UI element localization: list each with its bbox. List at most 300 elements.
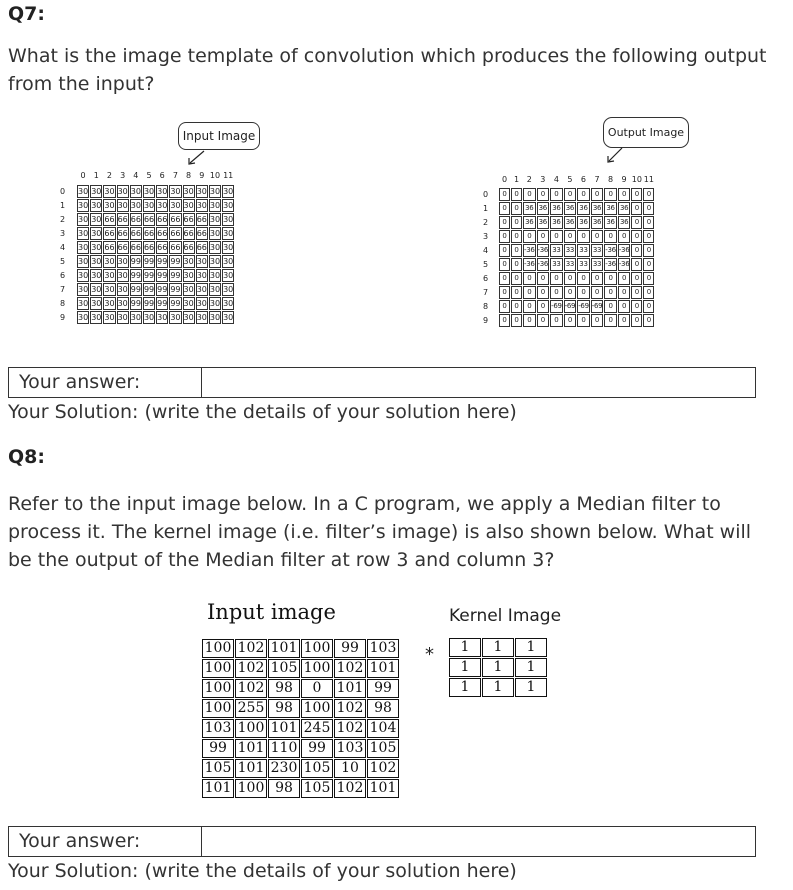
input-grid-cell: 66	[170, 229, 181, 238]
input-grid-cell: 30	[209, 187, 221, 196]
input-grid-cell: 99	[170, 299, 181, 308]
input-grid-cell: 30	[209, 243, 221, 252]
input-grid-cell: 66	[143, 229, 155, 238]
input-grid-cell: 30	[223, 299, 234, 308]
input-grid-cell: 30	[170, 187, 181, 196]
output-grid-cell: 0	[499, 216, 510, 229]
output-grid-cell: 0	[591, 272, 604, 285]
output-grid-cell: 0	[591, 230, 604, 243]
output-grid-cell: 36	[591, 216, 604, 229]
input-grid-cell: 30	[223, 243, 234, 252]
column-index: 8	[608, 175, 614, 184]
output-grid-cell: 0	[643, 244, 654, 257]
grid-row	[77, 241, 234, 254]
q8-input-cell: 102	[334, 779, 366, 798]
output-grid-cell: 36	[550, 202, 563, 215]
output-grid-cell: 33	[577, 244, 590, 257]
row-index: 4	[60, 243, 66, 252]
q7-answer-label: Your answer:	[19, 371, 141, 393]
output-grid-cell: -36	[618, 258, 631, 271]
input-grid-cell: 30	[104, 313, 115, 322]
column-index: 7	[172, 171, 178, 180]
q8-input-cell: 103	[367, 639, 399, 658]
input-grid-cell: 99	[157, 285, 168, 294]
q8-input-cell: 102	[235, 639, 267, 658]
output-grid-cell: 36	[577, 202, 590, 215]
column-index: 10	[631, 175, 642, 184]
output-grid-cell: 0	[577, 286, 590, 299]
output-grid-cell: 33	[550, 244, 563, 257]
grid-row	[202, 639, 399, 658]
input-grid-cell: 30	[157, 313, 168, 322]
output-grid-cell: 0	[523, 286, 536, 299]
output-grid-cell: 0	[511, 230, 522, 243]
grid-row	[202, 739, 399, 758]
q8-kernel-cell: 1	[449, 678, 481, 697]
q8-input-cell: 100	[202, 639, 234, 658]
input-callout-arrow	[186, 148, 212, 168]
input-grid-cell: 30	[143, 187, 155, 196]
q8-input-cell: 100	[202, 659, 234, 678]
q8-input-cell: 98	[268, 679, 300, 698]
output-grid-cell: 0	[564, 272, 577, 285]
output-grid-cell: 0	[631, 272, 642, 285]
row-index: 7	[483, 288, 489, 297]
input-grid-cell: 99	[130, 271, 141, 280]
output-grid-cell: 0	[499, 258, 510, 271]
column-index: 0	[80, 171, 86, 180]
output-grid-cell: 33	[550, 258, 563, 271]
grid-row	[77, 199, 234, 212]
output-grid-cell: 33	[564, 258, 577, 271]
input-grid-cell: 66	[143, 243, 155, 252]
output-grid-cell: 0	[550, 272, 563, 285]
column-index: 3	[120, 171, 126, 180]
input-grid-cell: 30	[223, 313, 234, 322]
q8-input-image-grid	[201, 638, 400, 799]
grid-row	[449, 658, 547, 677]
q8-input-cell: 100	[235, 719, 267, 738]
q8-input-cell: 99	[367, 679, 399, 698]
output-image-grid	[498, 187, 655, 328]
output-grid-cell: 0	[604, 300, 617, 313]
q8-input-cell: 245	[301, 719, 333, 738]
grid-row	[77, 283, 234, 296]
output-grid-cell: 0	[577, 314, 590, 327]
input-grid-cell: 30	[78, 299, 89, 308]
q8-answer-input[interactable]	[202, 827, 755, 856]
input-grid-cell: 30	[104, 285, 115, 294]
output-grid-cell: 36	[523, 202, 536, 215]
q8-input-cell: 99	[301, 739, 333, 758]
output-grid-cell: 0	[537, 272, 550, 285]
q8-input-cell: 100	[202, 679, 234, 698]
q8-kernel-cell: 1	[515, 638, 547, 657]
input-grid-cell: 30	[130, 313, 141, 322]
output-grid-cell: 0	[604, 188, 617, 201]
q8-input-cell: 110	[268, 739, 300, 758]
column-index: 6	[580, 175, 586, 184]
q7-answer-input[interactable]	[202, 368, 755, 397]
input-grid-cell: 30	[223, 257, 234, 266]
q8-kernel-image-grid	[448, 637, 548, 698]
row-index: 9	[60, 313, 66, 322]
output-grid-cell: 36	[577, 216, 590, 229]
grid-row	[77, 213, 234, 226]
q8-kernel-cell: 1	[449, 638, 481, 657]
q8-input-cell: 100	[235, 779, 267, 798]
output-grid-cell: 0	[643, 314, 654, 327]
output-grid-cell: 36	[618, 216, 631, 229]
grid-row	[499, 244, 654, 257]
grid-row	[499, 230, 654, 243]
output-grid-cell: 0	[618, 188, 631, 201]
output-grid-cell: 0	[643, 258, 654, 271]
output-grid-cell: 0	[537, 230, 550, 243]
output-grid-cell: 0	[511, 216, 522, 229]
q8-input-cell: 102	[334, 719, 366, 738]
q8-input-cell: 101	[202, 779, 234, 798]
output-grid-cell: 0	[577, 272, 590, 285]
column-index: 8	[186, 171, 192, 180]
input-grid-cell: 30	[196, 285, 207, 294]
input-grid-cell: 30	[196, 257, 207, 266]
input-grid-cell: 66	[117, 229, 128, 238]
output-grid-cell: 0	[511, 188, 522, 201]
output-grid-cell: 0	[618, 314, 631, 327]
q8-input-cell: 101	[235, 759, 267, 778]
input-grid-cell: 30	[117, 299, 128, 308]
input-grid-cell: 30	[223, 201, 234, 210]
input-grid-cell: 30	[117, 201, 128, 210]
input-grid-cell: 30	[196, 271, 207, 280]
input-grid-cell: 30	[223, 215, 234, 224]
q8-input-cell: 101	[367, 659, 399, 678]
q8-input-cell: 105	[367, 739, 399, 758]
row-index: 3	[483, 232, 489, 241]
output-grid-cell: 0	[564, 314, 577, 327]
output-grid-cell: -36	[523, 244, 536, 257]
output-grid-cell: 36	[604, 216, 617, 229]
output-grid-cell: 0	[618, 272, 631, 285]
input-grid-cell: 99	[130, 285, 141, 294]
output-grid-cell: 0	[511, 286, 522, 299]
output-grid-cell: 0	[499, 244, 510, 257]
input-grid-cell: 30	[143, 201, 155, 210]
q8-input-cell: 101	[334, 679, 366, 698]
row-index: 2	[483, 218, 489, 227]
output-grid-cell: 0	[631, 244, 642, 257]
input-grid-cell: 30	[223, 187, 234, 196]
output-grid-cell: 0	[577, 230, 590, 243]
q8-input-cell: 99	[334, 639, 366, 658]
output-grid-cell: 33	[564, 244, 577, 257]
q8-input-cell: 99	[202, 739, 234, 758]
output-grid-cell: 0	[643, 300, 654, 313]
output-grid-cell: 0	[523, 230, 536, 243]
q8-input-cell: 0	[301, 679, 333, 698]
input-grid-cell: 30	[223, 271, 234, 280]
input-grid-cell: 30	[209, 201, 221, 210]
input-grid-cell: 30	[91, 215, 102, 224]
q8-input-cell: 102	[235, 679, 267, 698]
grid-row	[202, 779, 399, 798]
row-index: 6	[483, 274, 489, 283]
q8-kernel-cell: 1	[482, 638, 514, 657]
q8-input-cell: 100	[301, 699, 333, 718]
output-grid-cell: 0	[523, 272, 536, 285]
q8-input-cell: 103	[202, 719, 234, 738]
q8-input-cell: 102	[334, 699, 366, 718]
output-grid-cell: 0	[523, 188, 536, 201]
input-grid-cell: 66	[183, 243, 194, 252]
input-grid-cell: 30	[117, 271, 128, 280]
row-index: 4	[483, 246, 489, 255]
input-grid-cell: 99	[143, 271, 155, 280]
input-grid-cell: 30	[91, 313, 102, 322]
output-grid-cell: 0	[604, 286, 617, 299]
input-grid-cell: 30	[91, 243, 102, 252]
q8-input-cell: 101	[268, 719, 300, 738]
row-index: 3	[60, 229, 66, 238]
q8-input-cell: 101	[268, 639, 300, 658]
input-grid-cell: 30	[183, 201, 194, 210]
grid-row	[77, 185, 234, 198]
column-index: 9	[621, 175, 627, 184]
column-index: 4	[553, 175, 559, 184]
input-grid-cell: 66	[117, 215, 128, 224]
output-grid-cell: 0	[591, 286, 604, 299]
column-index: 3	[540, 175, 546, 184]
q7-answer-row	[8, 367, 756, 398]
column-index: 9	[199, 171, 205, 180]
grid-row	[77, 297, 234, 310]
output-grid-cell: -36	[604, 244, 617, 257]
output-grid-cell: -69	[550, 300, 563, 313]
output-grid-cell: 0	[499, 314, 510, 327]
output-grid-cell: 0	[499, 286, 510, 299]
q8-input-cell: 100	[301, 659, 333, 678]
output-grid-cell: 0	[499, 272, 510, 285]
output-grid-cell: -69	[591, 300, 604, 313]
q8-input-image-title: Input image	[207, 600, 336, 624]
q8-kernel-cell: 1	[515, 678, 547, 697]
input-grid-cell: 30	[91, 285, 102, 294]
output-image-callout: Output Image	[603, 117, 689, 148]
input-grid-cell: 30	[104, 257, 115, 266]
grid-row	[499, 286, 654, 299]
output-grid-cell: 0	[499, 188, 510, 201]
q8-input-cell: 104	[367, 719, 399, 738]
input-grid-cell: 30	[78, 229, 89, 238]
grid-row	[77, 227, 234, 240]
output-grid-cell: 0	[537, 314, 550, 327]
row-index: 6	[60, 271, 66, 280]
q8-heading: Q8:	[8, 446, 45, 468]
column-index: 11	[643, 175, 654, 184]
output-grid-cell: 0	[537, 286, 550, 299]
input-grid-cell: 30	[78, 201, 89, 210]
output-grid-cell: 0	[643, 286, 654, 299]
row-index: 8	[483, 302, 489, 311]
q8-input-cell: 105	[268, 659, 300, 678]
input-image-grid	[76, 184, 235, 325]
column-index: 10	[209, 171, 221, 180]
input-grid-cell: 30	[209, 257, 221, 266]
column-index: 7	[594, 175, 600, 184]
q8-input-cell: 98	[268, 779, 300, 798]
input-grid-cell: 66	[196, 243, 207, 252]
column-index: 1	[93, 171, 99, 180]
q8-input-cell: 103	[334, 739, 366, 758]
output-grid-cell: 0	[511, 314, 522, 327]
input-grid-cell: 99	[130, 257, 141, 266]
input-grid-cell: 30	[196, 313, 207, 322]
output-grid-cell: 36	[618, 202, 631, 215]
q7-question-text: What is the image template of convolution which produces the following output from the input?	[8, 45, 767, 95]
input-grid-cell: 30	[183, 187, 194, 196]
row-index: 1	[483, 204, 489, 213]
grid-row	[77, 255, 234, 268]
grid-row	[499, 258, 654, 271]
input-grid-cell: 99	[143, 285, 155, 294]
column-index: 5	[146, 171, 152, 180]
input-grid-cell: 99	[170, 285, 181, 294]
output-grid-cell: -36	[523, 258, 536, 271]
output-grid-cell: 0	[604, 314, 617, 327]
output-grid-cell: 0	[631, 286, 642, 299]
output-grid-cell: 0	[499, 300, 510, 313]
input-grid-cell: 30	[91, 229, 102, 238]
output-grid-cell: -36	[618, 244, 631, 257]
input-grid-cell: 30	[117, 257, 128, 266]
grid-row	[449, 678, 547, 697]
q8-kernel-cell: 1	[515, 658, 547, 677]
output-grid-cell: 36	[591, 202, 604, 215]
q8-input-cell: 230	[268, 759, 300, 778]
input-grid-cell: 30	[117, 285, 128, 294]
input-grid-cell: 30	[183, 285, 194, 294]
q8-input-cell: 105	[202, 759, 234, 778]
row-index: 5	[483, 260, 489, 269]
input-grid-cell: 99	[157, 299, 168, 308]
input-grid-cell: 66	[130, 215, 141, 224]
input-grid-cell: 66	[170, 215, 181, 224]
output-grid-cell: 0	[591, 314, 604, 327]
input-grid-cell: 30	[117, 187, 128, 196]
output-grid-cell: 0	[511, 300, 522, 313]
input-grid-cell: 30	[78, 285, 89, 294]
output-grid-cell: 0	[631, 188, 642, 201]
input-grid-cell: 30	[104, 201, 115, 210]
input-grid-cell: 30	[223, 229, 234, 238]
output-grid-cell: 36	[537, 216, 550, 229]
grid-row	[202, 759, 399, 778]
q8-input-cell: 101	[367, 779, 399, 798]
input-grid-cell: 30	[196, 187, 207, 196]
input-grid-cell: 30	[91, 299, 102, 308]
output-grid-cell: 0	[618, 300, 631, 313]
q8-question-text: Refer to the input image below. In a C program, we apply a Median filter to process it. The kernel image (i.e. filter’s image) is also shown below. What will be the output of the Median filter at row 3 and column 3?	[8, 493, 752, 571]
input-grid-cell: 66	[104, 229, 115, 238]
output-grid-cell: 0	[550, 314, 563, 327]
input-grid-cell: 30	[209, 229, 221, 238]
input-grid-cell: 30	[78, 271, 89, 280]
grid-row	[202, 719, 399, 738]
row-index: 0	[60, 187, 66, 196]
grid-row	[499, 216, 654, 229]
input-grid-cell: 66	[183, 229, 194, 238]
output-grid-cell: 33	[591, 258, 604, 271]
output-grid-cell: 0	[631, 314, 642, 327]
output-grid-cell: 0	[499, 230, 510, 243]
output-grid-cell: -69	[577, 300, 590, 313]
input-grid-cell: 30	[223, 285, 234, 294]
grid-row	[499, 188, 654, 201]
output-grid-cell: 0	[564, 286, 577, 299]
output-grid-cell: 0	[577, 188, 590, 201]
grid-row	[499, 202, 654, 215]
input-grid-cell: 30	[170, 201, 181, 210]
output-grid-cell: 0	[523, 300, 536, 313]
input-grid-cell: 30	[183, 299, 194, 308]
output-grid-cell: 0	[564, 230, 577, 243]
output-grid-cell: 0	[564, 188, 577, 201]
input-grid-cell: 66	[157, 215, 168, 224]
input-grid-cell: 30	[104, 187, 115, 196]
input-grid-cell: 66	[143, 215, 155, 224]
input-grid-cell: 99	[170, 257, 181, 266]
column-index: 4	[133, 171, 139, 180]
input-grid-cell: 30	[157, 187, 168, 196]
column-index: 6	[159, 171, 165, 180]
input-grid-cell: 30	[78, 313, 89, 322]
q7-heading: Q7:	[8, 3, 45, 25]
row-index: 0	[483, 190, 489, 199]
q8-input-cell: 255	[235, 699, 267, 718]
input-grid-cell: 66	[117, 243, 128, 252]
input-grid-cell: 30	[196, 299, 207, 308]
column-index: 0	[501, 175, 508, 184]
output-grid-cell: 0	[511, 244, 522, 257]
input-grid-cell: 30	[91, 201, 102, 210]
q8-input-cell: 102	[334, 659, 366, 678]
input-grid-cell: 99	[157, 271, 168, 280]
input-grid-cell: 30	[104, 271, 115, 280]
row-index: 8	[60, 299, 66, 308]
grid-row	[202, 659, 399, 678]
column-index: 11	[223, 171, 234, 180]
input-grid-cell: 30	[78, 257, 89, 266]
input-grid-cell: 30	[78, 215, 89, 224]
grid-row	[77, 311, 234, 324]
output-grid-cell: -36	[604, 258, 617, 271]
output-grid-cell: 33	[577, 258, 590, 271]
q8-kernel-image-title: Kernel Image	[449, 606, 562, 626]
q8-solution-text: Your Solution: (write the details of your solution here)	[8, 860, 517, 882]
output-grid-cell: 0	[523, 314, 536, 327]
grid-row	[499, 300, 654, 313]
input-image-callout: Input Image	[178, 122, 260, 150]
input-grid-cell: 30	[143, 313, 155, 322]
column-index: 1	[513, 175, 520, 184]
output-grid-cell: 0	[550, 286, 563, 299]
output-grid-cell: 0	[631, 300, 642, 313]
output-grid-cell: 0	[604, 272, 617, 285]
input-grid-cell: 30	[130, 187, 141, 196]
output-grid-cell: 0	[643, 188, 654, 201]
output-grid-cell: 0	[604, 230, 617, 243]
